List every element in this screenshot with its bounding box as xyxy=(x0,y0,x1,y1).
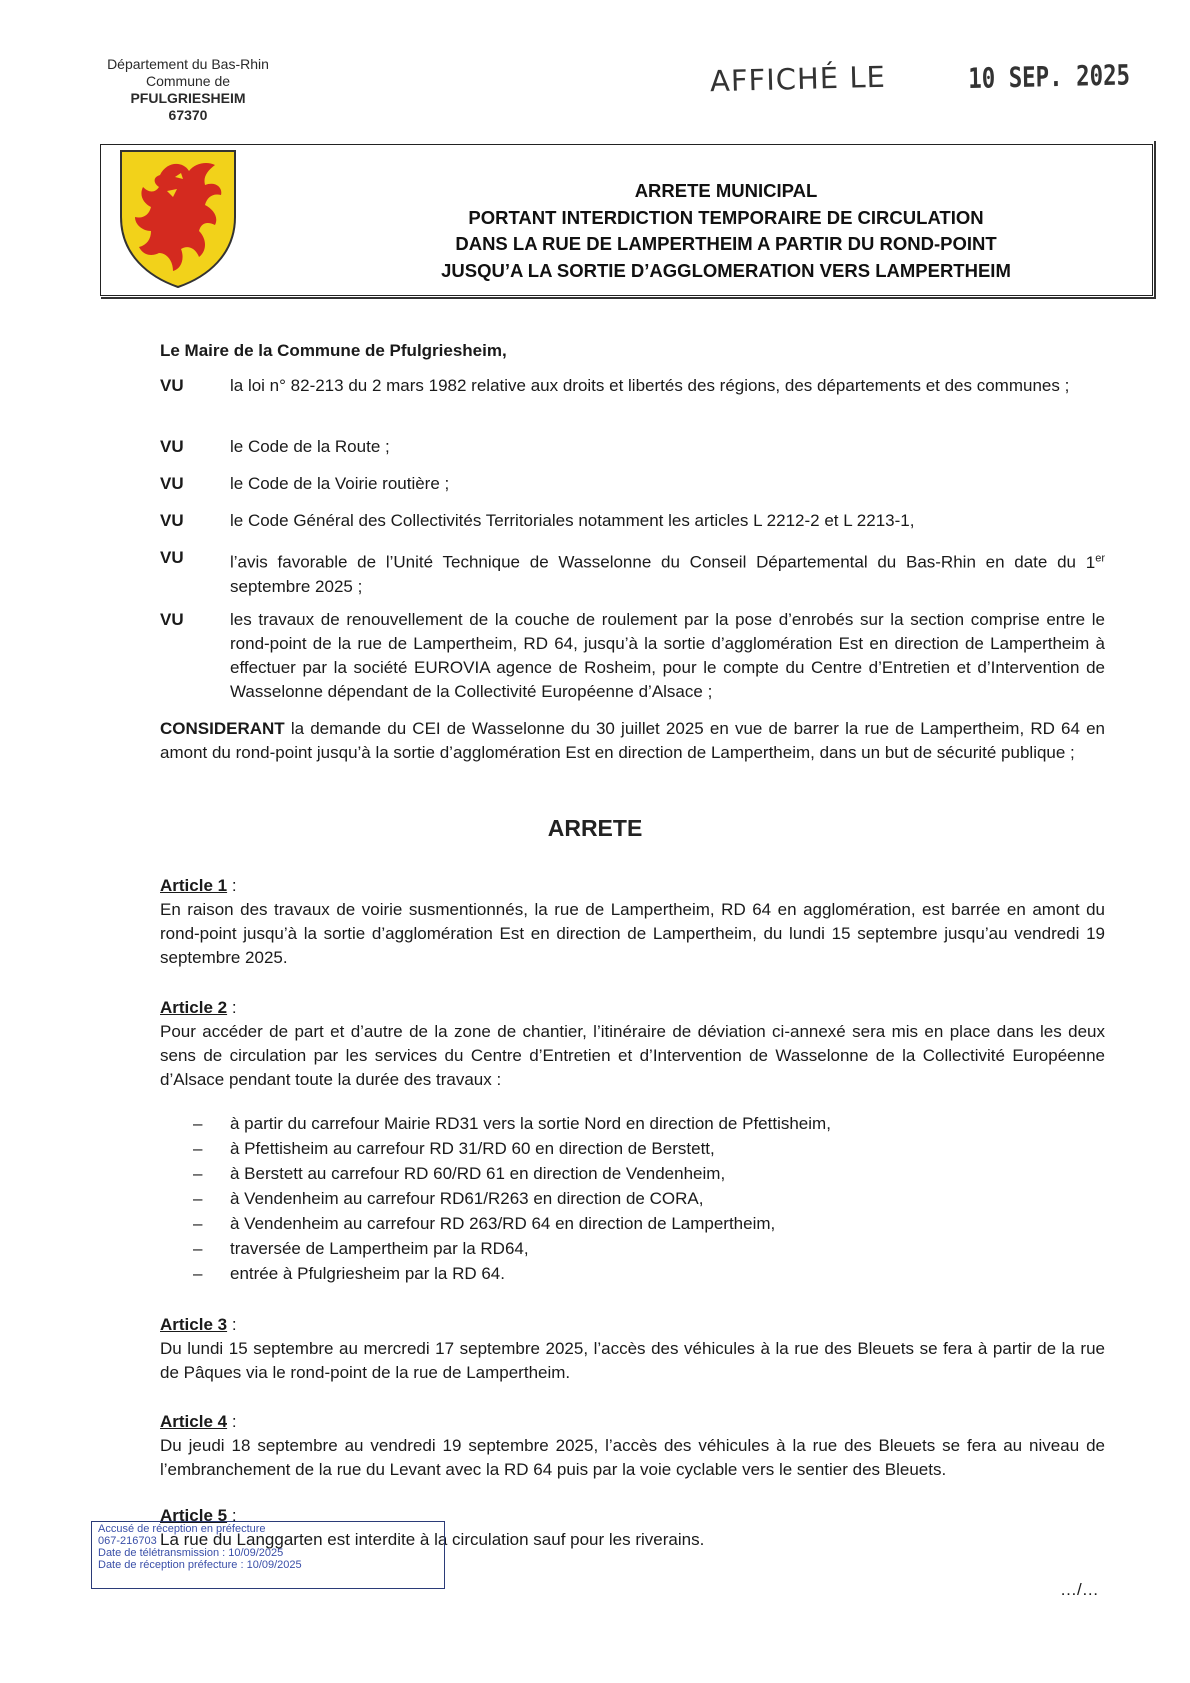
article-5-title: Article 5 : xyxy=(160,1506,237,1525)
receipt-line: Date de télétransmission : 10/09/2025 xyxy=(98,1547,284,1559)
article-title: Article 2 xyxy=(160,998,228,1017)
title-line-1: ARRETE MUNICIPAL xyxy=(634,180,818,201)
title-line-2: PORTANT INTERDICTION TEMPORAIRE DE CIRCULATION xyxy=(468,206,984,228)
receipt-line: 067-216703 xyxy=(98,1535,157,1547)
department-header xyxy=(88,56,288,124)
vu-text: la loi n° 82-213 du 2 mars 1982 relative aux droits et libertés des régions, des départements et des communes ; xyxy=(230,376,1070,395)
list-item: – à Berstett au carrefour RD 60/RD 61 en direction de Vendenheim, xyxy=(193,1164,726,1183)
article-text: Du jeudi 18 septembre au vendredi 19 septembre 2025, l’accès des véhicules à la rue des Bleuets se fera au niveau de l’embranchement de la rue du Levant avec la RD 64 puis par la voie cyclable vers le sentier des Bleuets. xyxy=(160,1436,1105,1479)
considerant-paragraph xyxy=(160,717,1105,765)
article-text: Du lundi 15 septembre au mercredi 17 septembre 2025, l’accès des véhicules à la rue des Bleuets se fera à partir de la rue de Pâques via le rond-point de la rue de Lampertheim. xyxy=(160,1339,1105,1382)
article-2: Article 2 : Pour accéder de part et d’autre de la zone de chantier, l’itinéraire de déviation ci-annexé sera mis en place dans les deux sens de circulation par les services du Centre d’Entretien et d’Intervention de Wasselonne de la Collectivité Européenne d’Alsace pendant toute la durée des travaux : xyxy=(160,996,1105,1092)
mayor-intro: Le Maire de la Commune de Pfulgriesheim, xyxy=(160,341,507,360)
vu-label: VU xyxy=(160,437,184,456)
affiche-stamp-date: 10 SEP. 2025 xyxy=(968,58,1131,95)
vu-label: VU xyxy=(160,376,184,395)
article-text: Pour accéder de part et d’autre de la zone de chantier, l’itinéraire de déviation ci-annexé sera mis en place dans les deux sens de circulation par les services du Centre d’Entretien et d’Intervention de Wasselonne de la Collectivité Européenne d’Alsace pendant toute la durée des travaux : xyxy=(160,1022,1105,1089)
article-1: Article 1 : En raison des travaux de voirie susmentionnés, la rue de Lampertheim, RD 64 en agglomération, est barrée en amont du rond-point jusqu’à la sortie d’agglomération Est en direction de Lampertheim, du lundi 15 septembre jusqu’au vendredi 19 septembre 2025. xyxy=(160,874,1105,970)
list-item: – traversée de Lampertheim par la RD64, xyxy=(193,1239,529,1258)
article-title: Article 4 xyxy=(160,1412,228,1431)
article-4: Article 4 : Du jeudi 18 septembre au vendredi 19 septembre 2025, l’accès des véhicules à la rue des Bleuets se fera au niveau de l’embranchement de la rue du Levant avec la RD 64 puis par la voie cyclable vers le sentier des Bleuets. xyxy=(160,1410,1105,1482)
vu-item xyxy=(160,546,1105,599)
considerant-keyword: CONSIDERANT xyxy=(160,719,285,738)
vu-text: le Code de la Route ; xyxy=(230,437,390,456)
article-text: En raison des travaux de voirie susmentionnés, la rue de Lampertheim, RD 64 en agglomération, est barrée en amont du rond-point jusqu’à la sortie d’agglomération Est en direction de Lampertheim, du lundi 15 septembre jusqu’au vendredi 19 septembre 2025. xyxy=(160,900,1105,967)
article-5-text: La rue du Langgarten est interdite à la circulation sauf pour les riverains. xyxy=(160,1530,705,1549)
considerant-text: la demande du CEI de Wasselonne du 30 juillet 2025 en vue de barrer la rue de Lampertheim, RD 64 en amont du rond-point jusqu’à la sortie d’agglomération Est en direction de Lampertheim, dans un but de sécurité publique ; xyxy=(160,719,1105,762)
vu-item xyxy=(160,608,1105,704)
coat-of-arms-griffin-icon xyxy=(115,147,241,289)
vu-text: le Code de la Voirie routière ; xyxy=(230,474,450,493)
vu-label: VU xyxy=(160,548,184,567)
page-continuation: …/… xyxy=(1060,1580,1099,1599)
vu-date: 1er septembre 2025 ; xyxy=(230,552,1105,596)
commune-label: Commune de xyxy=(145,73,231,89)
vu-text: les travaux de renouvellement de la couche de roulement par la pose d’enrobés sur la section comprise entre le rond-point de la rue de Lampertheim, RD 64, jusqu’à la sortie d’agglomération Est en direction de Lampertheim à effectuer par la société EUROVIA agence de Rosheim, pour le compte du Centre d’Entretien et d’Intervention de Wasselonne dépendant de la Collectivité Européenne d’Alsace ; xyxy=(230,610,1105,701)
article-title: Article 3 xyxy=(160,1315,228,1334)
receipt-line: Date de réception préfecture : 10/09/2025 xyxy=(98,1559,302,1571)
title-line-3: DANS LA RUE DE LAMPERTHEIM A PARTIR DU ROND-POINT xyxy=(455,233,997,254)
vu-item xyxy=(160,472,1105,496)
vu-text-main: l’avis favorable de l’Unité Technique de Wasselonne du Conseil Départemental du Bas-Rhin en date du xyxy=(230,552,1077,572)
department-name: Département du Bas-Rhin xyxy=(107,56,269,72)
list-item: – à Vendenheim au carrefour RD61/R263 en direction de CORA, xyxy=(193,1189,704,1208)
article-3: Article 3 : Du lundi 15 septembre au mercredi 17 septembre 2025, l’accès des véhicules à la rue des Bleuets se fera à partir de la rue de Pâques via le rond-point de la rue de Lampertheim. xyxy=(160,1313,1105,1385)
title-line-4: JUSQU’A LA SORTIE D’AGGLOMERATION VERS LAMPERTHEIM xyxy=(441,259,1011,281)
vu-label: VU xyxy=(160,610,184,629)
vu-item xyxy=(160,374,1105,398)
list-item: – à Pfettisheim au carrefour RD 31/RD 60 en direction de Berstett, xyxy=(193,1139,715,1158)
detour-list xyxy=(160,1111,1105,1286)
vu-item xyxy=(160,435,1105,459)
commune-name: PFULGRIESHEIM xyxy=(130,90,246,106)
article-title: Article 1 xyxy=(160,876,228,895)
list-item: – entrée à Pfulgriesheim par la RD 64. xyxy=(193,1264,505,1283)
vu-text xyxy=(230,546,1105,599)
prefecture-receipt-text xyxy=(98,1523,438,1571)
vu-label: VU xyxy=(160,474,184,493)
document-title xyxy=(261,178,1190,284)
arrete-heading: ARRETE xyxy=(547,815,643,841)
vu-item xyxy=(160,509,1105,533)
affiche-stamp-label: AFFICHÉ LE xyxy=(709,59,887,99)
list-item: – à Vendenheim au carrefour RD 263/RD 64 en direction de Lampertheim, xyxy=(193,1214,776,1233)
title-frame xyxy=(100,144,1153,296)
vu-text: le Code Général des Collectivités Territoriales notamment les articles L 2212-2 et L 2213-1, xyxy=(230,511,915,530)
article-title: Article 5 xyxy=(160,1506,228,1525)
vu-label: VU xyxy=(160,511,184,530)
list-item: – à partir du carrefour Mairie RD31 vers la sortie Nord en direction de Pfettisheim, xyxy=(193,1114,831,1133)
receipt-line: Accusé de réception en préfecture xyxy=(98,1523,266,1535)
postal-code: 67370 xyxy=(168,107,208,123)
